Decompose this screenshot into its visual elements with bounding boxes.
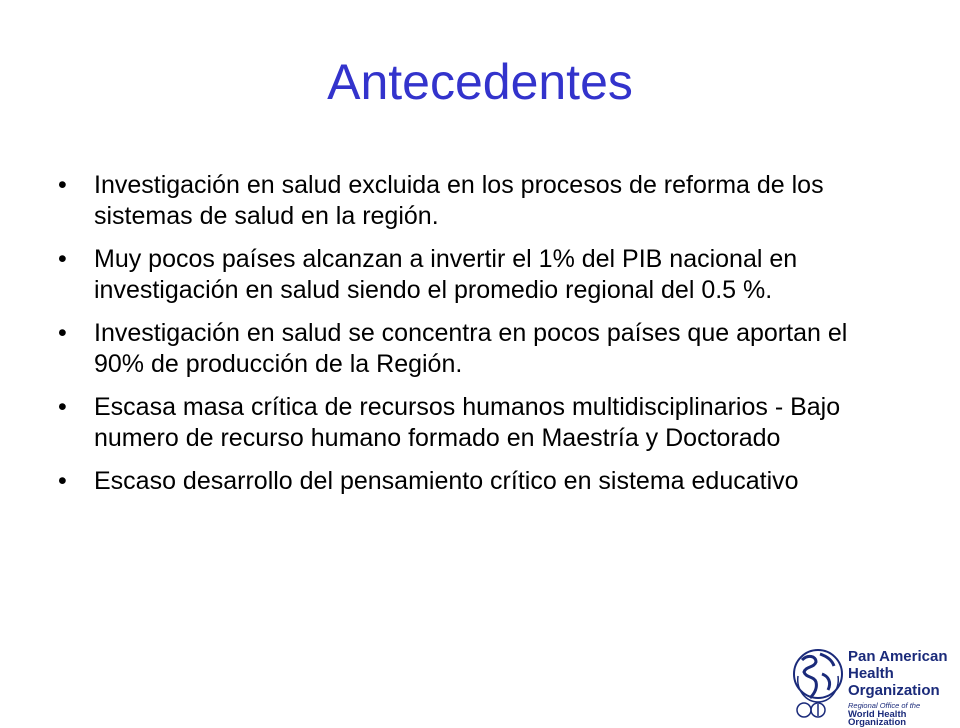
bullet-text: Investigación en salud se concentra en pocos países que aportan el 90% de producción de la Región. xyxy=(94,319,848,378)
bullet-symbol: • xyxy=(58,319,67,347)
bullet-text: Escaso desarrollo del pensamiento crítico en sistema educativo xyxy=(94,467,799,495)
bullet-symbol: • xyxy=(58,393,67,421)
bullet-text: Escasa masa crítica de recursos humanos multidisciplinarios - Bajo numero de recurso humano formado en Maestría y Doctorado xyxy=(94,393,841,452)
who-emblem-icon xyxy=(796,702,826,718)
paho-logo xyxy=(792,644,960,728)
bullet-item xyxy=(58,318,878,380)
globe-icon xyxy=(792,646,844,706)
bullet-symbol: • xyxy=(58,245,67,273)
bullet-text: Investigación en salud excluida en los procesos de reforma de los sistemas de salud en la región. xyxy=(94,171,824,230)
bullet-item xyxy=(58,244,878,306)
logo-subtitle: Regional Office of the World Health Organization xyxy=(848,701,921,728)
bullet-item xyxy=(58,466,878,497)
bullet-symbol: • xyxy=(58,171,67,199)
bullet-item xyxy=(58,170,878,232)
bullet-text: Muy pocos países alcanzan a invertir el 1% del PIB nacional en investigación en salud siendo el promedio regional del 0.5 %. xyxy=(94,245,798,304)
slide-title: Antecedentes xyxy=(327,54,633,110)
logo-name: Pan American Health Organization xyxy=(848,648,948,699)
bullet-list xyxy=(58,170,878,509)
bullet-item xyxy=(58,392,878,454)
bullet-symbol: • xyxy=(58,467,67,495)
